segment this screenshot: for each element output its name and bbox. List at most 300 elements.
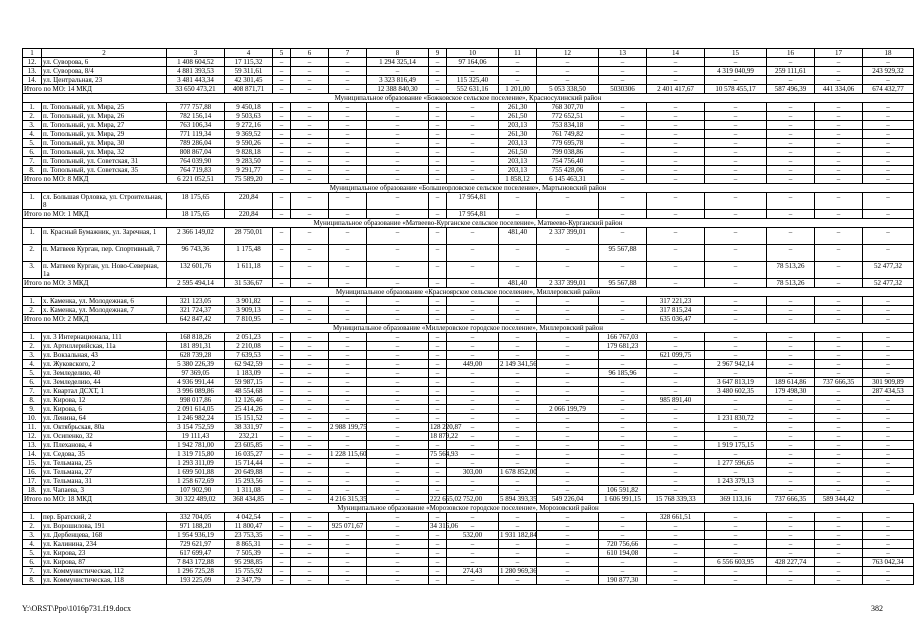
table-cell: – — [537, 558, 599, 567]
table-cell: сл. Большая Орловка, ул. Строительная, 8 — [42, 193, 167, 210]
table-cell: 5. — [23, 369, 42, 378]
table-cell: 220,84 — [225, 193, 273, 210]
table-cell: – — [767, 396, 815, 405]
table-cell: – — [367, 441, 429, 450]
footer-page-number: 382 — [871, 604, 883, 613]
table-cell: – — [863, 405, 914, 414]
table-cell: – — [863, 360, 914, 369]
table-cell: 222 665,02 — [430, 495, 462, 503]
table-cell: 261,50 — [499, 148, 537, 157]
table-cell: 9 590,26 — [225, 139, 273, 148]
table-row — [23, 297, 914, 306]
table-row — [23, 76, 914, 85]
table-cell: – — [815, 193, 863, 210]
table-cell: 763 042,34 — [863, 558, 914, 567]
table-cell: – — [429, 414, 447, 423]
table-cell: 14 — [647, 49, 705, 58]
table-cell: ул. Седова, 35 — [42, 450, 167, 459]
table-cell: – — [599, 228, 647, 245]
table-cell: – — [537, 262, 599, 279]
table-cell: 481,40 — [499, 228, 537, 245]
table-cell: – — [599, 450, 647, 459]
table-cell: 107 902,90 — [167, 486, 225, 495]
table-cell: 203,13 — [499, 166, 537, 175]
table-cell: – — [429, 333, 447, 342]
table-cell: – — [429, 85, 447, 94]
table-cell: – — [599, 531, 647, 540]
table-cell: 1 175,48 — [225, 245, 273, 262]
table-cell: 532,00 — [447, 531, 499, 540]
table-cell: – — [367, 459, 429, 468]
table-cell: х. Каменка, ул. Молодежная, 7 — [42, 306, 167, 315]
table-cell: – — [705, 210, 767, 219]
table-cell: 4. — [23, 360, 42, 369]
table-row — [23, 67, 914, 76]
table-cell: – — [291, 387, 329, 396]
table-cell: – — [647, 387, 705, 396]
table-cell: 2 337 399,01 — [537, 279, 599, 288]
table-cell: – — [767, 549, 815, 558]
table-cell: 193 225,09 — [167, 576, 225, 585]
table-cell: 15 768 339,33 — [647, 495, 705, 504]
table-cell: – — [447, 67, 499, 76]
table-cell: – — [499, 342, 537, 351]
table-cell: – — [329, 315, 367, 324]
table-cell: 720 756,66 — [599, 540, 647, 549]
table-cell: 3 323 816,49 — [367, 76, 429, 85]
table-cell: 2. — [23, 342, 42, 351]
table-cell: – — [447, 157, 499, 166]
table-cell: 78 513,26 — [767, 279, 815, 288]
table-cell: – — [647, 540, 705, 549]
table-cell: – — [863, 103, 914, 112]
table-cell: – — [705, 531, 767, 540]
table-cell: – — [273, 360, 291, 369]
table-cell: 3 — [167, 49, 225, 58]
table-cell: – — [705, 450, 767, 459]
table-cell: – — [537, 360, 599, 369]
table-cell: 9 — [429, 49, 447, 58]
table-cell: – — [447, 228, 499, 245]
table-cell: 2 337 399,01 — [537, 228, 599, 245]
table-cell: – — [367, 396, 429, 405]
table-cell: – — [273, 558, 291, 567]
table-cell: – — [767, 477, 815, 486]
table-cell: – — [367, 495, 429, 504]
table-cell: 4. — [23, 130, 42, 139]
table-cell: – — [599, 175, 647, 184]
table-cell: – — [273, 342, 291, 351]
table-cell: 18 — [863, 49, 914, 58]
table-cell: – — [273, 477, 291, 486]
table-cell: – — [815, 121, 863, 130]
table-row — [23, 351, 914, 360]
table-cell: – — [767, 333, 815, 342]
table-cell: – — [429, 148, 447, 157]
table-cell: 8. — [23, 166, 42, 175]
table-cell: 772 652,51 — [537, 112, 599, 121]
table-cell: – — [291, 130, 329, 139]
table-cell: 95 298,85 — [225, 558, 273, 567]
table-cell: 203,13 — [499, 157, 537, 166]
table-row — [23, 558, 914, 567]
section-header-row — [23, 184, 914, 193]
table-cell: – — [767, 531, 815, 540]
table-cell: – — [767, 423, 815, 432]
table-cell: – — [647, 450, 705, 459]
table-cell: 11 — [499, 49, 537, 58]
table-cell: 7. — [23, 387, 42, 396]
table-cell: – — [499, 245, 537, 262]
table-cell: – — [499, 423, 537, 432]
table-cell: – — [329, 558, 367, 567]
table-row — [23, 342, 914, 351]
table-cell: 777 757,88 — [167, 103, 225, 112]
table-cell: 6. — [23, 148, 42, 157]
table-cell: – — [273, 130, 291, 139]
table-cell: – — [367, 558, 429, 567]
table-cell: – — [767, 369, 815, 378]
table-cell: – — [329, 531, 367, 540]
table-cell: – — [767, 441, 815, 450]
table-cell: – — [767, 228, 815, 245]
table-cell: – — [367, 549, 429, 558]
table-cell: – — [273, 139, 291, 148]
table-cell: 3 647 813,19 — [705, 378, 767, 387]
table-cell: – — [273, 297, 291, 306]
table-cell: – — [705, 567, 767, 576]
table-cell: – — [429, 193, 447, 210]
table-cell: – — [291, 121, 329, 130]
table-cell: 321 123,05 — [167, 297, 225, 306]
table-cell: – — [273, 157, 291, 166]
table-cell: 2 149 341,56 — [500, 360, 537, 368]
table-cell: – — [537, 513, 599, 522]
table-cell: – — [599, 297, 647, 306]
table-cell: 203,13 — [499, 139, 537, 148]
table-cell: – — [815, 468, 863, 477]
table-cell: – — [705, 486, 767, 495]
table-cell: – — [537, 549, 599, 558]
table-cell: – — [863, 342, 914, 351]
table-cell: – — [767, 112, 815, 121]
table-cell: 168 818,26 — [167, 333, 225, 342]
table-cell: – — [291, 245, 329, 262]
table-cell: 2. — [23, 522, 42, 531]
table-cell: – — [329, 477, 367, 486]
table-cell: 3 480 602,35 — [705, 387, 767, 396]
table-cell: 1 319 715,80 — [167, 450, 225, 459]
table-cell: – — [329, 130, 367, 139]
table-cell: – — [647, 468, 705, 477]
table-cell: 15 714,44 — [225, 459, 273, 468]
table-cell: 642 847,42 — [167, 315, 225, 324]
table-cell: – — [863, 414, 914, 423]
table-cell: – — [599, 558, 647, 567]
table-cell: – — [447, 262, 499, 279]
table-cell: – — [447, 342, 499, 351]
table-cell: 3. — [23, 351, 42, 360]
table-cell: 589 344,42 — [815, 495, 863, 504]
table-cell: – — [863, 306, 914, 315]
table-cell: – — [863, 228, 914, 245]
table-cell: – — [647, 175, 705, 184]
table-cell: – — [863, 58, 914, 67]
table-cell: 9. — [23, 405, 42, 414]
table-cell: – — [329, 396, 367, 405]
table-cell: 18 879,22 — [430, 432, 458, 440]
table-cell: 13 — [599, 49, 647, 58]
table-cell: – — [429, 459, 447, 468]
table-cell: – — [815, 67, 863, 76]
table-cell: – — [863, 333, 914, 342]
table-cell: 4. — [23, 540, 42, 549]
table-cell: 17 954,81 — [447, 193, 499, 210]
table-cell: – — [329, 576, 367, 585]
table-cell: – — [599, 157, 647, 166]
table-cell: – — [367, 306, 429, 315]
table-cell: – — [447, 558, 499, 567]
table-cell: – — [815, 450, 863, 459]
table-cell: – — [367, 531, 429, 540]
table-row — [23, 360, 914, 369]
table-cell: – — [767, 540, 815, 549]
table-cell: ул. Чапаева, 3 — [42, 486, 167, 495]
table-cell: – — [367, 262, 429, 279]
table-cell: – — [329, 245, 367, 262]
table-cell: 1 243 379,13 — [705, 477, 767, 486]
table-row — [23, 432, 914, 441]
table-cell: – — [599, 432, 647, 441]
table-cell: – — [599, 351, 647, 360]
table-cell: – — [599, 405, 647, 414]
table-cell: 243 929,32 — [863, 67, 914, 76]
table-cell: – — [329, 76, 367, 85]
table-cell: 2. — [23, 245, 42, 262]
table-cell: 17. — [23, 477, 42, 486]
table-cell: 1 246 982,24 — [167, 414, 225, 423]
table-cell: – — [537, 378, 599, 387]
table-cell: 674 432,77 — [863, 85, 914, 94]
table-cell: – — [429, 369, 447, 378]
table-cell: – — [291, 85, 329, 94]
table-cell: – — [329, 549, 367, 558]
table-cell: 368 434,85 — [225, 495, 273, 504]
table-cell: – — [367, 193, 429, 210]
table-cell: – — [447, 441, 499, 450]
table-cell: – — [367, 148, 429, 157]
table-row — [23, 477, 914, 486]
table-cell: 220,84 — [225, 210, 273, 219]
table-cell: пер. Братский, 2 — [42, 513, 167, 522]
table-cell: – — [647, 130, 705, 139]
table-cell: – — [537, 522, 599, 531]
table-cell: 1 293 311,09 — [167, 459, 225, 468]
section-header-row — [23, 219, 914, 228]
table-cell: – — [329, 58, 367, 67]
table-cell: – — [863, 76, 914, 85]
table-cell: – — [329, 193, 367, 210]
table-cell: – — [647, 558, 705, 567]
table-cell: – — [647, 432, 705, 441]
table-cell: 2. — [23, 112, 42, 121]
table-cell: – — [647, 210, 705, 219]
total-row — [23, 210, 914, 219]
table-cell: – — [647, 262, 705, 279]
table-cell: – — [499, 297, 537, 306]
table-cell: – — [599, 103, 647, 112]
table-cell: – — [447, 378, 499, 387]
table-cell: ул. Земледелию, 44 — [42, 378, 167, 387]
table-cell: – — [767, 468, 815, 477]
table-cell: – — [815, 210, 863, 219]
table-cell: 7. — [23, 157, 42, 166]
table-cell: – — [291, 112, 329, 121]
table-cell: 4 — [225, 49, 273, 58]
table-cell: 15 755,92 — [225, 567, 273, 576]
table-cell: – — [291, 306, 329, 315]
table-cell: – — [447, 576, 499, 585]
table-cell: – — [329, 387, 367, 396]
table-cell: – — [447, 351, 499, 360]
table-cell: – — [329, 468, 367, 477]
table-cell: – — [367, 486, 429, 495]
table-cell: – — [273, 423, 291, 432]
table-cell: – — [429, 157, 447, 166]
table-cell: – — [329, 441, 367, 450]
table-cell: – — [329, 228, 367, 245]
table-cell: – — [705, 157, 767, 166]
table-cell: п. Красный Бумажник, ул. Заречная, 1 — [42, 228, 167, 245]
table-cell: – — [599, 139, 647, 148]
table-cell: 14. — [23, 76, 42, 85]
table-cell: – — [429, 262, 447, 279]
table-cell: – — [329, 157, 367, 166]
table-cell: 729 621,97 — [167, 540, 225, 549]
table-cell: Муниципальное образование «Матвеево-Курганское сельское поселение», Матвеево-Курганский район — [23, 219, 914, 228]
table-cell: 552 631,16 — [447, 85, 499, 94]
table-cell: – — [367, 67, 429, 76]
table-row — [23, 549, 914, 558]
table-cell: 6. — [23, 558, 42, 567]
table-cell: 3 901,82 — [225, 297, 273, 306]
table-cell: – — [863, 432, 914, 441]
table-cell: – — [815, 262, 863, 279]
table-cell: – — [815, 58, 863, 67]
footer-file-path: Y:\ORST\Ppo\1016p731.f19.docx — [22, 604, 132, 613]
table-cell: 1 228 115,60 — [330, 450, 367, 458]
table-cell: 20 649,88 — [225, 468, 273, 477]
table-cell: 2 051,23 — [225, 333, 273, 342]
table-cell: – — [429, 405, 447, 414]
table-cell: – — [329, 432, 367, 441]
table-cell: 17 — [815, 49, 863, 58]
table-cell: – — [291, 558, 329, 567]
table-cell: 754 756,40 — [537, 157, 599, 166]
table-row — [23, 148, 914, 157]
table-cell: – — [291, 540, 329, 549]
table-cell: 75 589,20 — [225, 175, 273, 184]
table-cell: – — [273, 522, 291, 531]
table-cell: – — [647, 486, 705, 495]
table-cell: 232,21 — [225, 432, 273, 441]
table-row — [23, 396, 914, 405]
table-cell: 317 221,23 — [647, 297, 705, 306]
table-cell: 15 293,56 — [225, 477, 273, 486]
table-cell: – — [367, 297, 429, 306]
table-cell: – — [329, 540, 367, 549]
table-cell: – — [447, 540, 499, 549]
table-row — [23, 369, 914, 378]
table-cell: 5. — [23, 139, 42, 148]
table-row — [23, 441, 914, 450]
table-cell: – — [599, 121, 647, 130]
table-cell: – — [367, 522, 429, 531]
table-cell: – — [447, 245, 499, 262]
table-cell: – — [537, 486, 599, 495]
table-cell: 52 477,32 — [863, 262, 914, 279]
table-cell: Итого по МО: 8 МКД — [23, 175, 167, 184]
table-cell: – — [273, 67, 291, 76]
table-cell: – — [329, 351, 367, 360]
table-cell: – — [273, 513, 291, 522]
table-cell: – — [273, 58, 291, 67]
table-cell: – — [291, 279, 329, 288]
table-cell: – — [429, 315, 447, 324]
column-number-row — [23, 49, 914, 58]
table-cell: 768 307,70 — [537, 103, 599, 112]
table-cell: 8. — [23, 396, 42, 405]
table-cell: – — [863, 210, 914, 219]
table-cell: – — [367, 130, 429, 139]
table-cell: – — [815, 157, 863, 166]
table-cell: – — [647, 522, 705, 531]
table-cell: – — [815, 576, 863, 585]
table-cell: – — [537, 450, 599, 459]
table-cell: 971 188,20 — [167, 522, 225, 531]
table-cell: 62 942,59 — [225, 360, 273, 369]
table-cell: 181 891,31 — [167, 342, 225, 351]
table-cell: – — [429, 112, 447, 121]
table-cell: – — [429, 67, 447, 76]
table-cell: – — [291, 486, 329, 495]
table-cell: – — [863, 522, 914, 531]
table-cell: – — [537, 306, 599, 315]
table-cell: 59 987,15 — [225, 378, 273, 387]
table-cell: 1 408 604,52 — [167, 58, 225, 67]
table-cell: – — [705, 245, 767, 262]
table-cell: 16 035,27 — [225, 450, 273, 459]
table-cell: 6 145 463,31 — [537, 175, 599, 184]
table-cell: – — [429, 58, 447, 67]
table-cell: 2 401 417,67 — [647, 85, 705, 94]
table-row — [23, 486, 914, 495]
total-row — [23, 85, 914, 94]
table-cell: – — [499, 450, 537, 459]
table-cell: – — [447, 423, 499, 432]
table-row — [23, 262, 914, 279]
table-cell: – — [499, 67, 537, 76]
table-cell: 17 954,81 — [447, 210, 499, 219]
section-header-row — [23, 324, 914, 333]
table-cell: – — [767, 513, 815, 522]
table-cell: 332 704,05 — [167, 513, 225, 522]
table-cell: 1. — [23, 103, 42, 112]
table-cell: – — [647, 378, 705, 387]
table-cell: – — [329, 112, 367, 121]
table-cell: – — [499, 405, 537, 414]
table-cell: – — [863, 369, 914, 378]
